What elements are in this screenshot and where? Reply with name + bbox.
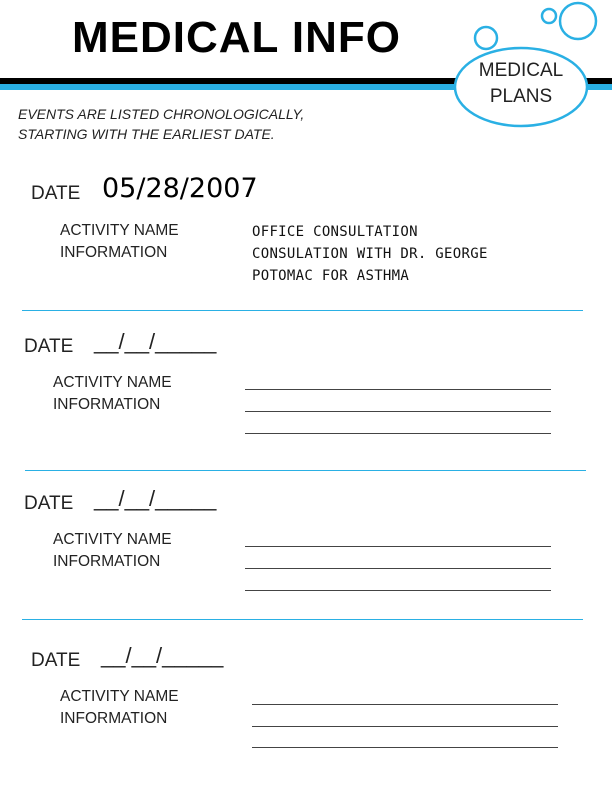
activity-name-field[interactable] (252, 704, 558, 705)
badge-line-2: PLANS (489, 86, 553, 107)
date-blank-field[interactable]: __/__/_____ (94, 329, 217, 354)
information-value-line-2[interactable]: POTOMAC FOR ASTHMA (252, 268, 410, 284)
information-label: INFORMATION (60, 244, 168, 261)
information-label: INFORMATION (53, 396, 161, 413)
information-label: INFORMATION (53, 553, 161, 570)
date-blank-field[interactable]: __/__/_____ (94, 486, 217, 511)
instructions-line-2: STARTING WITH THE EARLIEST DATE. (18, 126, 275, 142)
entry-date-label: DATE (31, 183, 81, 204)
activity-name-label: ACTIVITY NAME (53, 531, 172, 548)
entry-date-label: DATE (31, 650, 81, 671)
medical-plans-badge (456, 58, 586, 110)
instructions-line-1: EVENTS ARE LISTED CHRONOLOGICALLY, (18, 106, 305, 122)
information-field-line-2[interactable] (245, 590, 551, 591)
information-field-line-2[interactable] (252, 747, 558, 748)
information-field-line-1[interactable] (245, 411, 551, 412)
section-divider (22, 619, 583, 620)
activity-name-value[interactable]: OFFICE CONSULTATION (252, 224, 418, 240)
information-field-line-1[interactable] (245, 568, 551, 569)
activity-name-label: ACTIVITY NAME (53, 374, 172, 391)
activity-name-label: ACTIVITY NAME (60, 688, 179, 705)
information-field-line-1[interactable] (252, 726, 558, 727)
section-divider (25, 470, 586, 471)
instructions-text (18, 104, 304, 144)
activity-name-field[interactable] (245, 546, 551, 547)
date-blank-field[interactable]: __/__/_____ (101, 643, 224, 668)
section-divider (22, 310, 583, 311)
entry-date-label: DATE (24, 493, 74, 514)
activity-name-label: ACTIVITY NAME (60, 222, 179, 239)
activity-name-field[interactable] (245, 389, 551, 390)
badge-line-1: MEDICAL (478, 60, 564, 81)
entry-date-value[interactable]: 05/28/2007 (102, 173, 258, 204)
information-value-line-1[interactable]: CONSULATION WITH DR. GEORGE (252, 246, 488, 262)
page-title: MEDICAL INFO (72, 13, 401, 62)
information-label: INFORMATION (60, 710, 168, 727)
information-field-line-2[interactable] (245, 433, 551, 434)
entry-date-label: DATE (24, 336, 74, 357)
